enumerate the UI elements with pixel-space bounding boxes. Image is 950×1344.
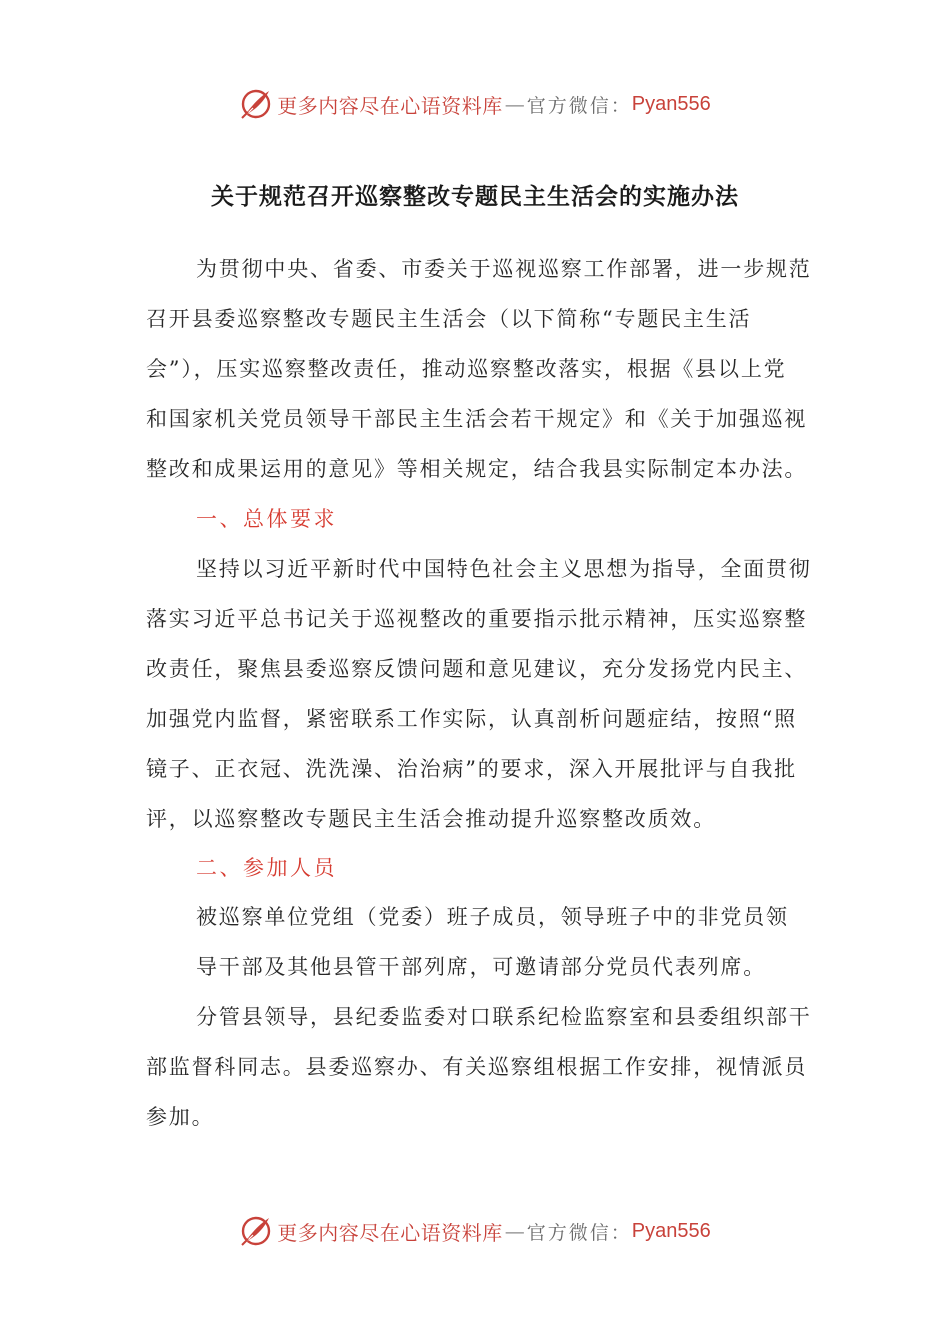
header-banner bbox=[0, 84, 950, 124]
banner-text: 更多内容尽在心语资料库 bbox=[277, 93, 503, 118]
document-title: 关于规范召开巡察整改专题民主生活会的实施办法 bbox=[211, 184, 739, 210]
paragraph-line: 会”），压实巡察整改责任，推动巡察整改落实，根据《县以上党 bbox=[146, 357, 787, 381]
banner-text: 更多内容尽在心语资料库 bbox=[277, 1220, 503, 1245]
paragraph-line: 镜子、正衣冠、洗洗澡、治治病”的要求，深入开展批评与自我批 bbox=[146, 757, 797, 781]
paragraph-line: 评，以巡察整改专题民主生活会推动提升巡察整改质效。 bbox=[146, 807, 716, 831]
paragraph-line: 召开县委巡察整改专题民主生活会（以下简称“专题民主生活 bbox=[146, 307, 752, 331]
paragraph-line: 导干部及其他县管干部列席，可邀请部分党员代表列席。 bbox=[196, 955, 766, 979]
banner-wechat-label: 官方微信： bbox=[526, 94, 632, 117]
paragraph-line: 部监督科同志。县委巡察办、有关巡察组根据工作安排，视情派员 bbox=[146, 1055, 808, 1079]
banner-separator: — bbox=[504, 92, 525, 116]
paragraph-line: 分管县领导，县纪委监委对口联系纪检监察室和县委组织部干 bbox=[196, 1005, 812, 1029]
banner-separator: — bbox=[504, 1219, 525, 1243]
paragraph-line: 被巡察单位党组（党委）班子成员，领导班子中的非党员领 bbox=[196, 905, 789, 929]
footer-banner bbox=[0, 1211, 950, 1251]
quill-logo-icon bbox=[239, 87, 273, 121]
quill-logo-icon bbox=[239, 1214, 273, 1248]
banner-wechat-label: 官方微信： bbox=[526, 1221, 632, 1244]
banner-wechat-id: Pyan556 bbox=[631, 1219, 711, 1242]
banner-wechat-id: Pyan556 bbox=[631, 92, 711, 115]
paragraph-line: 整改和成果运用的意见》等相关规定，结合我县实际制定本办法。 bbox=[146, 457, 808, 481]
paragraph-line: 加强党内监督，紧密联系工作实际，认真剖析问题症结，按照“照 bbox=[146, 707, 797, 731]
paragraph-line: 改责任，聚焦县委巡察反馈问题和意见建议，充分发扬党内民主、 bbox=[146, 657, 808, 681]
paragraph-line: 和国家机关党员领导干部民主生活会若干规定》和《关于加强巡视 bbox=[146, 407, 808, 431]
paragraph-line: 参加。 bbox=[146, 1105, 215, 1129]
section-heading: 二、参加人员 bbox=[196, 856, 337, 880]
paragraph-line: 为贯彻中央、省委、市委关于巡视巡察工作部署，进一步规范 bbox=[196, 257, 812, 281]
paragraph-line: 落实习近平总书记关于巡视整改的重要指示批示精神，压实巡察整 bbox=[146, 607, 808, 631]
paragraph-line: 坚持以习近平新时代中国特色社会主义思想为指导，全面贯彻 bbox=[196, 557, 812, 581]
section-heading: 一、总体要求 bbox=[196, 507, 337, 531]
